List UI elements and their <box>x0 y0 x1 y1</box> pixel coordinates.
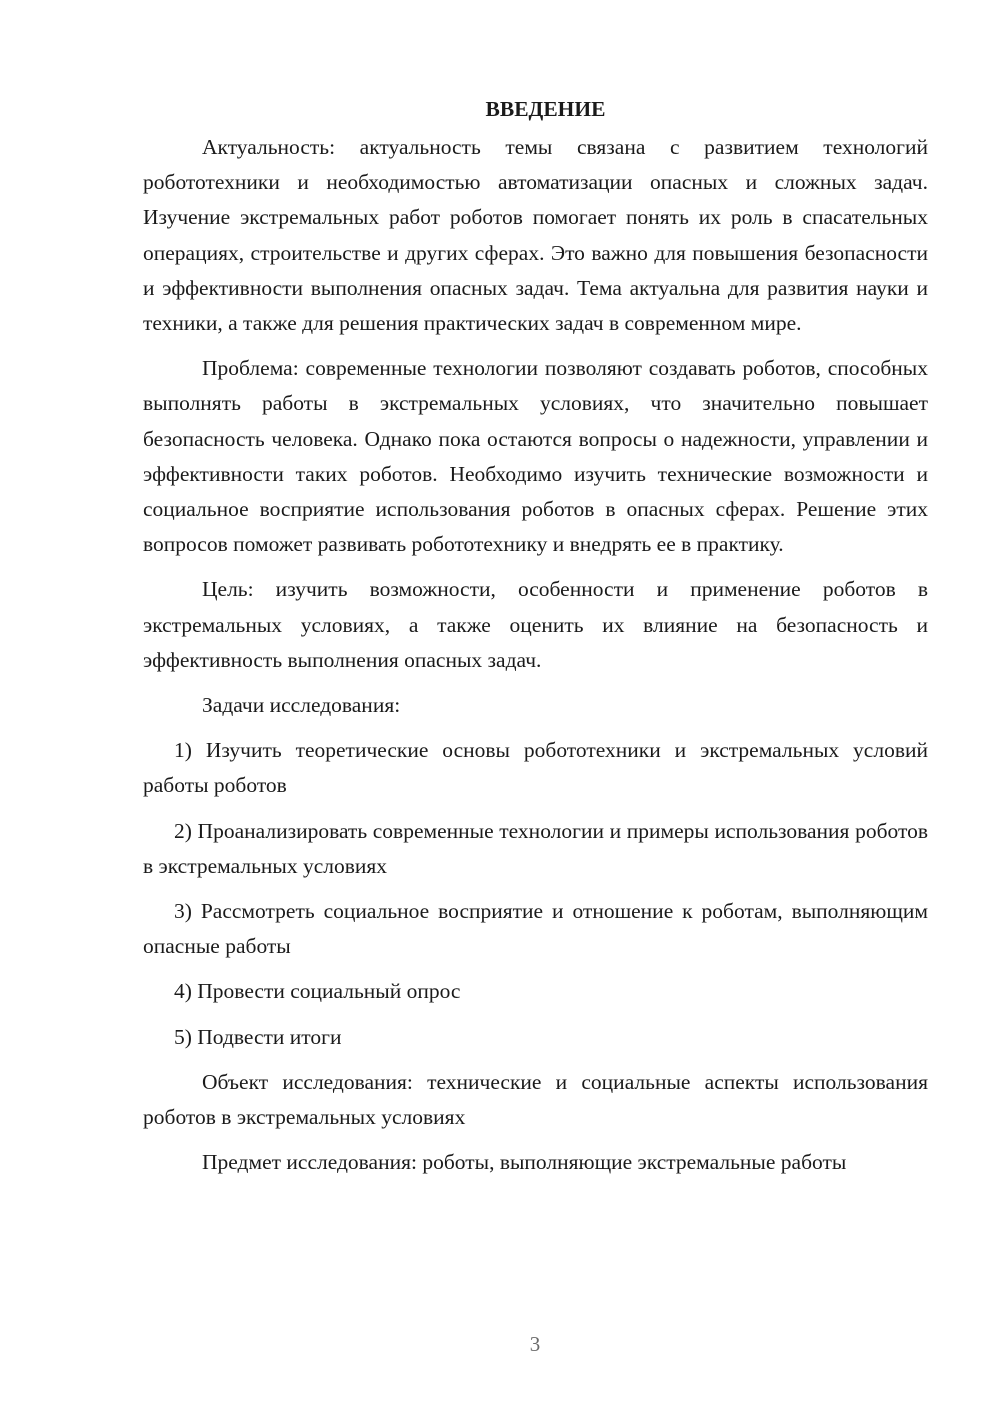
paragraph-subject: Предмет исследования: роботы, выполняющие экстремальные работы <box>202 1150 847 1175</box>
page-number: 3 <box>529 1332 541 1356</box>
paragraph-goal: Цель: изучить возможности, особенности и применение роботов в экстремальных условиях, а также оценить их влияние на безопасность и эффективность выполнения опасных задач. <box>143 577 928 672</box>
list-item: 2) Проанализировать современные технологии и примеры использования роботов в экстремальных условиях <box>143 818 928 878</box>
list-item: 1) Изучить теоретические основы робототехники и экстремальных условий работы роботов <box>143 738 928 798</box>
list-item: 3) Рассмотреть социальное восприятие и отношение к роботам, выполняющим опасные работы <box>143 899 928 959</box>
section-title: ВВЕДЕНИЕ <box>485 97 606 121</box>
paragraph-problem: Проблема: современные технологии позволяют создавать роботов, способных выполнять работы в экстремальных условиях, что значительно повышает безопасность человека. Однако пока остаются вопросы о надежности, управлении и эффективности таких роботов. Необходимо изучить технические возможности и социальное восприятие использования роботов в опасных сферах. Решение этих вопросов поможет развивать робототехнику и внедрять ее в практику. <box>143 356 928 557</box>
paragraph-object: Объект исследования: технические и социальные аспекты использования роботов в экстремальных условиях <box>143 1069 928 1130</box>
list-item: 4) Провести социальный опрос <box>174 979 461 1004</box>
task-list <box>143 733 928 1055</box>
list-item: 5) Подвести итоги <box>174 1024 342 1049</box>
document-page <box>143 92 928 1180</box>
paragraph-relevance: Актуальность: актуальность темы связана с развитием технологий робототехники и необходимостью автоматизации опасных и сложных задач. Изучение экстремальных работ роботов помогает понять их роль в спасательных операциях, строительстве и других сферах. Это важно для повышения безопасности и эффективности выполнения опасных задач. Тема актуальна для развития науки и техники, а также для решения практических задач в современном мире. <box>143 135 928 336</box>
paragraph-tasks-heading: Задачи исследования: <box>202 693 401 718</box>
